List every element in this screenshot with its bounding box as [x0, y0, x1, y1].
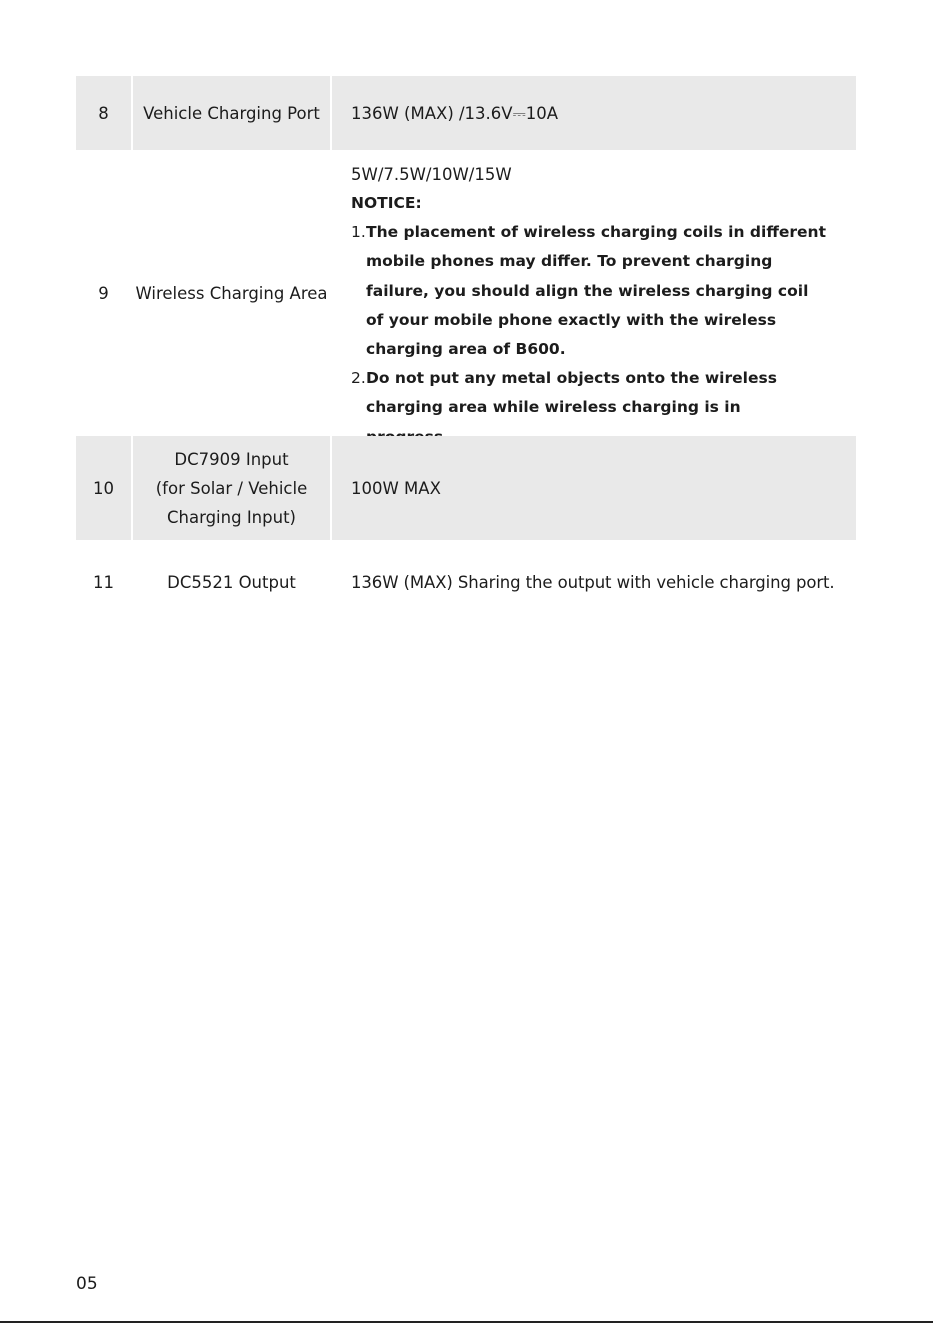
notice-marker: 2. — [351, 369, 366, 388]
notice-text: The placement of wireless charging coils in different mobile phones may differ. To prevent charging failure, you should align the wireless charging coil of your mobile phone exactly with the wireless charging area of B600. — [366, 223, 827, 359]
spec-table — [76, 76, 856, 622]
row-description: 136W (MAX) /13.6V⎓10A — [332, 76, 856, 150]
notice-marker: 1. — [351, 223, 366, 242]
row-name: DC5521 Output — [167, 572, 296, 592]
notice-item — [351, 218, 826, 364]
notice-list — [351, 218, 826, 452]
row-description: 100W MAX — [332, 436, 856, 540]
table-row — [76, 436, 856, 540]
notice-title: NOTICE: — [351, 194, 422, 212]
row-name-line: Charging Input) — [167, 507, 296, 527]
table-row — [76, 542, 856, 622]
table-row — [76, 152, 856, 434]
page-bottom-rule — [0, 1321, 933, 1323]
notice-text: Do not put any metal objects onto the wireless charging area while wireless charging is in — [366, 369, 777, 417]
row-number: 11 — [93, 572, 114, 592]
row-description: 136W (MAX) Sharing the output with vehicle charging port. — [351, 572, 835, 592]
row-number: 9 — [98, 283, 109, 303]
row-name: Wireless Charging Area — [135, 283, 328, 303]
row-name: Vehicle Charging Port — [133, 76, 330, 150]
row-number: 10 — [76, 436, 131, 540]
power-levels: 5W/7.5W/10W/15W — [351, 165, 512, 184]
table-row — [76, 76, 856, 150]
page-number: 05 — [76, 1274, 98, 1294]
row-description — [332, 152, 856, 434]
row-name-line: (for Solar / Vehicle — [155, 478, 308, 498]
row-number: 8 — [76, 76, 131, 150]
row-name — [133, 436, 330, 540]
row-name-line: DC7909 Input — [174, 449, 289, 469]
